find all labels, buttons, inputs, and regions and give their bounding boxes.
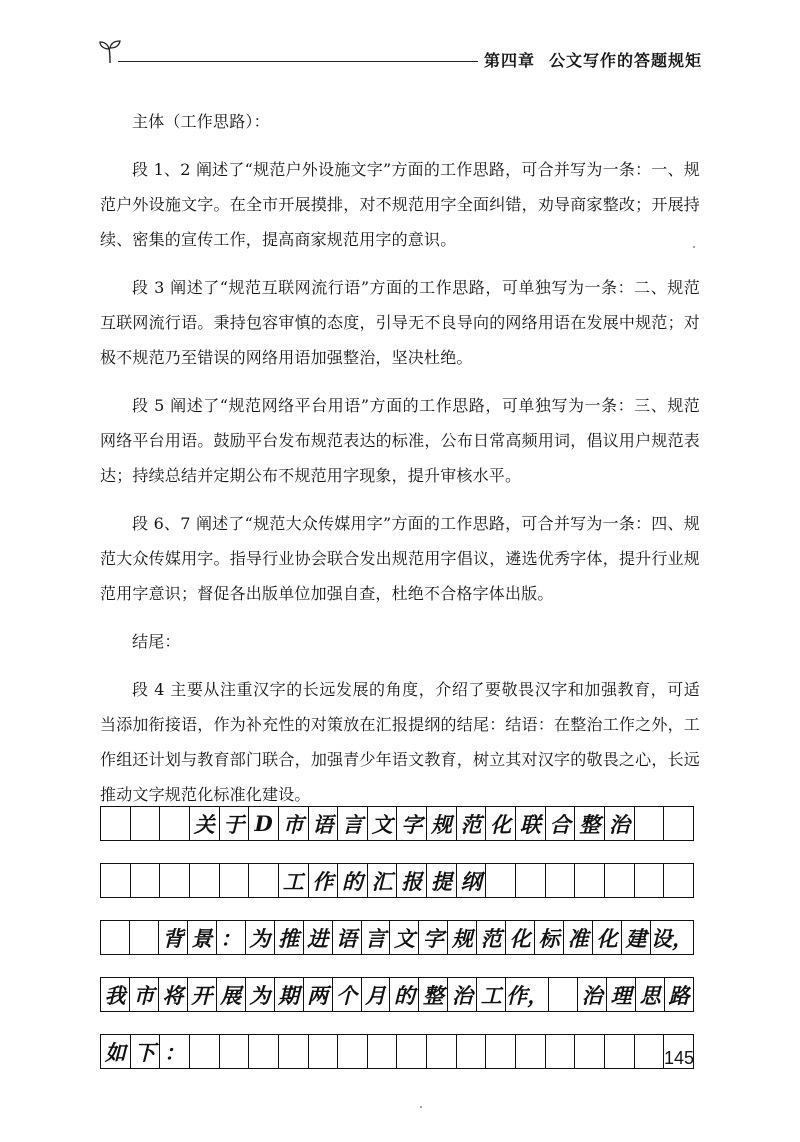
grid-cell	[220, 1035, 250, 1068]
grid-cell: 语	[309, 807, 339, 840]
grid-cell: 治	[448, 978, 477, 1011]
grid-row	[100, 977, 694, 1012]
grid-cell: 背	[159, 921, 188, 954]
header-rule	[118, 61, 478, 62]
grid-cell: 思	[636, 978, 665, 1011]
grid-cell	[516, 864, 546, 897]
grid-cell	[427, 1035, 457, 1068]
grid-cell: 推	[275, 921, 304, 954]
grid-cell: 字	[397, 807, 427, 840]
grid-cell: 为	[246, 921, 275, 954]
grid-cell	[457, 1035, 487, 1068]
grid-cell: 规	[448, 921, 477, 954]
grid-cell: 市	[130, 978, 159, 1011]
grid-cell: 范	[477, 921, 506, 954]
grid-cell: 提	[427, 864, 457, 897]
grid-cell	[516, 1035, 546, 1068]
grid-cell	[486, 1035, 516, 1068]
grid-cell: 化	[506, 921, 535, 954]
grid-cell: 字	[419, 921, 448, 954]
grid-cell	[664, 807, 694, 840]
grid-cell	[338, 1035, 368, 1068]
grid-cell: 关	[190, 807, 220, 840]
paragraph: 段 5 阐述了“规范网络平台用语”方面的工作思路，可单独写为一条：三、规范网络平台用语。鼓励平台发布规范表达的标准，公布日常高频用词，倡议用户规范表达；持续总结并定期公布不规范用字现象，提升审核水平。	[100, 396, 700, 485]
grid-cell: 范	[457, 807, 487, 840]
grid-cell: 我	[101, 978, 130, 1011]
grid-cell	[130, 921, 159, 954]
paragraph-section-label-body: 主体（工作思路）：	[132, 112, 270, 131]
grid-cell: 为	[246, 978, 275, 1011]
grid-cell	[546, 1035, 576, 1068]
grid-cell: 建	[622, 921, 651, 954]
grid-row	[100, 1034, 694, 1069]
grid-cell: 文	[368, 807, 398, 840]
grid-cell: 市	[279, 807, 309, 840]
grid-cell	[664, 864, 694, 897]
grid-cell	[605, 864, 635, 897]
grid-cell: 进	[304, 921, 333, 954]
grid-cell: 将	[159, 978, 188, 1011]
grid-cell: 治	[605, 807, 635, 840]
grid-cell: 治	[578, 978, 607, 1011]
grid-cell	[368, 1035, 398, 1068]
grid-cell: 标	[535, 921, 564, 954]
chapter-title: 公文写作的答题规矩	[549, 51, 703, 70]
grid-cell	[220, 864, 250, 897]
grid-cell: 的	[390, 978, 419, 1011]
grid-cell	[309, 1035, 339, 1068]
grid-cell	[605, 1035, 635, 1068]
grid-cell	[190, 1035, 220, 1068]
grid-cell: 月	[362, 978, 391, 1011]
grid-cell	[575, 1035, 605, 1068]
grid-cell	[101, 921, 130, 954]
composition-grid	[100, 806, 694, 1091]
paragraph: 段 4 主要从注重汉字的长远发展的角度，介绍了要敬畏汉字和加强教育，可适当添加衔接语，作为补充性的对策放在汇报提纲的结尾：结语：在整治工作之外，工作组还计划与教育部门联合，加强青少年语文教育，树立其对汉字的敬畏之心，长远推动文字规范化标准化建设。	[100, 680, 700, 804]
paper-speck	[693, 246, 695, 248]
grid-cell: 整	[575, 807, 605, 840]
grid-cell	[549, 978, 578, 1011]
grid-cell: 两	[304, 978, 333, 1011]
grid-cell: 如	[101, 1035, 131, 1068]
grid-row	[100, 806, 694, 841]
chapter-label: 第四章	[484, 51, 536, 70]
grid-cell	[249, 1035, 279, 1068]
paragraph: 段 1、2 阐述了“规范户外设施文字”方面的工作思路，可合并写为一条：一、规范户外设施文字。在全市开展摸排，对不规范用字全面纠错，劝导商家整改；开展持续、密集的宣传工作，提高商家规范用字的意识。	[100, 160, 700, 249]
grid-cell: D	[249, 807, 279, 840]
grid-cell	[160, 807, 190, 840]
grid-cell: 言	[362, 921, 391, 954]
grid-cell: 规	[427, 807, 457, 840]
grid-cell	[131, 807, 161, 840]
running-header	[484, 48, 702, 71]
grid-cell: 个	[333, 978, 362, 1011]
grid-cell: 整	[419, 978, 448, 1011]
paragraph: 段 6、7 阐述了“规范大众传媒用字”方面的工作思路，可合并写为一条：四、规范大众传媒用字。指导行业协会联合发出规范用字倡议，遴选优秀字体，提升行业规范用字意识；督促各出版单位加强自查，杜绝不合格字体出版。	[100, 514, 700, 603]
paragraph-section-label-ending: 结尾：	[132, 632, 181, 651]
grid-row	[100, 920, 694, 955]
paragraph: 段 3 阐述了“规范互联网流行语”方面的工作思路，可单独写为一条：二、规范互联网流行语。秉持包容审慎的态度，引导无不良导向的网络用语在发展中规范；对极不规范乃至错误的网络用语加强整治，坚决杜绝。	[100, 278, 700, 367]
grid-cell	[279, 1035, 309, 1068]
grid-cell: 景	[188, 921, 217, 954]
grid-cell	[101, 864, 131, 897]
grid-cell: 下	[131, 1035, 161, 1068]
grid-cell: 于	[220, 807, 250, 840]
grid-cell	[160, 864, 190, 897]
grid-cell	[486, 864, 516, 897]
grid-cell	[635, 1035, 665, 1068]
grid-cell: 展	[217, 978, 246, 1011]
body-text	[100, 104, 700, 825]
grid-cell: 联	[516, 807, 546, 840]
grid-cell: 化	[593, 921, 622, 954]
page-number: 145	[664, 1048, 695, 1068]
grid-cell	[249, 864, 279, 897]
grid-cell: 作	[309, 864, 339, 897]
grid-cell: 工	[477, 978, 506, 1011]
grid-cell: 开	[188, 978, 217, 1011]
grid-cell: 的	[338, 864, 368, 897]
grid-cell: 纲	[457, 864, 487, 897]
grid-cell: 工	[279, 864, 309, 897]
grid-cell: 化	[486, 807, 516, 840]
grid-cell	[397, 1035, 427, 1068]
grid-cell	[546, 864, 576, 897]
grid-cell	[635, 864, 665, 897]
grid-cell	[190, 864, 220, 897]
grid-cell: 理	[607, 978, 636, 1011]
grid-cell	[575, 864, 605, 897]
grid-cell: 设，	[651, 921, 694, 954]
grid-cell: 作，	[506, 978, 549, 1011]
grid-cell: 报	[397, 864, 427, 897]
grid-cell: 路	[665, 978, 694, 1011]
grid-cell	[101, 807, 131, 840]
grid-cell: 语	[333, 921, 362, 954]
grid-cell: 期	[275, 978, 304, 1011]
paper-speck	[420, 1106, 422, 1108]
grid-cell	[131, 864, 161, 897]
grid-cell: 准	[564, 921, 593, 954]
grid-row	[100, 863, 694, 898]
grid-cell: ：	[160, 1035, 190, 1068]
grid-cell: ：	[217, 921, 246, 954]
grid-cell: 文	[390, 921, 419, 954]
grid-cell: 言	[338, 807, 368, 840]
grid-cell: 合	[546, 807, 576, 840]
grid-cell: 汇	[368, 864, 398, 897]
grid-cell	[635, 807, 665, 840]
